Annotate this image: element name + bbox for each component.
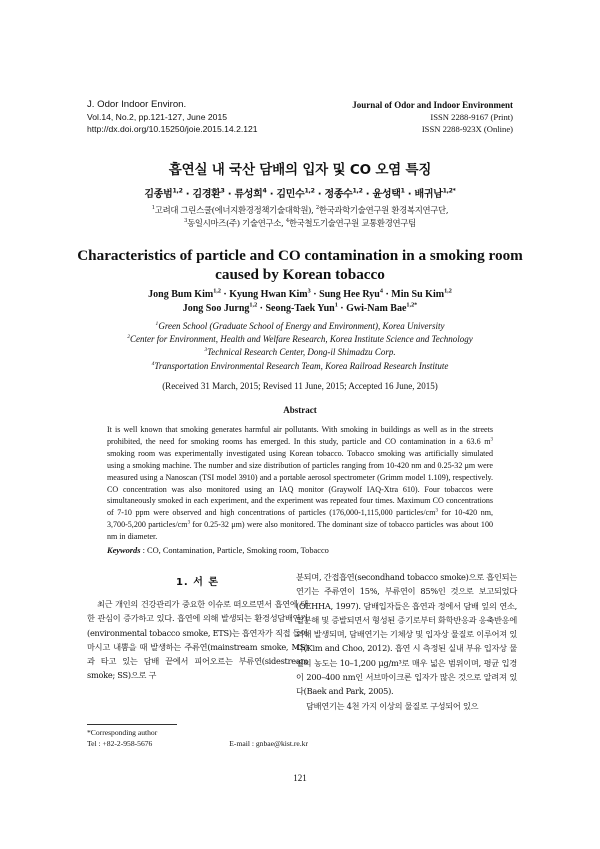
- korean-affiliation-line: [0, 204, 600, 217]
- english-author-name: Min Su Kim: [391, 289, 445, 300]
- affiliation-text: 고려대 그린스쿨(에너지환경정책기술대학원),: [154, 205, 316, 215]
- author-separator: ·: [220, 289, 230, 300]
- affiliation-text: Green School (Graduate School of Energy and Environment), Korea University: [158, 321, 445, 331]
- abstract-text: for 0.25-32 μm) were also monitored. The dominant size of tobacco particles was about 100 nm in diameter.: [107, 520, 493, 542]
- received-dates: (Received 31 March, 2015; Revised 11 June, 2015; Accepted 16 June, 2015): [162, 381, 438, 391]
- english-author-name: Jong Bum Kim: [148, 289, 214, 300]
- author-affiliation-mark: 1,2*: [406, 301, 418, 309]
- author-affiliation-mark: 1,2: [352, 187, 363, 195]
- author-affiliation-mark: 4: [262, 187, 267, 195]
- corresponding-author-note: *Corresponding author: [87, 728, 158, 737]
- affiliation-mark: 4: [285, 218, 289, 225]
- affiliation-mark: 4: [151, 360, 155, 367]
- affiliation-mark: 1: [151, 205, 155, 212]
- abstract-sup: 3: [490, 437, 493, 443]
- english-title: Characteristics of particle and CO contamination in a smoking room caused by Korean tobacco: [77, 247, 523, 283]
- abstract-text: for 10-420 nm, 3,700-5,200 particles/cm: [107, 508, 493, 530]
- author-separator: ·: [224, 189, 235, 200]
- footnote: [87, 727, 308, 749]
- contact-row: [87, 738, 308, 749]
- korean-affiliation-line: [0, 217, 600, 230]
- affiliation-text: 동일시마즈(주) 기술연구소,: [187, 218, 286, 228]
- footnote-divider: [87, 724, 177, 725]
- korean-affiliations: [0, 204, 600, 230]
- author-affiliation-mark: 1,2: [304, 187, 315, 195]
- body-column-left: [87, 597, 308, 683]
- affiliation-text: Technical Research Center, Dong-il Shimadzu Corp.: [207, 347, 396, 358]
- author-separator: ·: [404, 189, 415, 200]
- affiliation-mark: 3: [204, 347, 208, 354]
- english-authors-line: [60, 288, 540, 302]
- author-separator: ·: [266, 189, 277, 200]
- english-authors-line: [60, 302, 540, 316]
- body-paragraph: 최근 개인의 건강관리가 중요한 이슈로 떠오르면서 흡연에 대한 관심이 증가하고 있다. 흡연에 의해 발생되는 환경성담배연기(environmental tobacco smoke, ETS)는 흡연자가 직접 들이마시고 내뿜을 때 발생하는 주류연(mainstream smoke, MS)과 타고 있는 담배 끝에서 피어오르는 부류연(sidestream smoke; SS)으로 구: [87, 599, 308, 681]
- english-author-name: Jong Soo Jurng: [182, 303, 250, 314]
- author-affiliation-mark: 1,2: [213, 287, 221, 295]
- korean-author-name: 김경환: [192, 189, 221, 200]
- affiliation-text: Center for Environment, Health and Welfare Research, Korea Institute Science and Technology: [130, 334, 473, 345]
- journal-full-name: Journal of Odor and Indoor Environment: [352, 100, 513, 110]
- affiliation-text: Transportation Environmental Research Team, Korea Railroad Research Institute: [154, 360, 449, 371]
- english-affiliation-line: [40, 360, 560, 373]
- korean-author-name: 윤성택: [372, 189, 401, 200]
- english-author-name: Seong-Taek Yun: [265, 303, 335, 314]
- keywords-label: Keywords: [107, 546, 141, 555]
- author-separator: ·: [362, 189, 373, 200]
- keywords: [107, 546, 493, 555]
- korean-title: 흡연실 내 국산 담배의 입자 및 CO 오염 특징: [168, 162, 432, 178]
- affiliation-mark: 1: [155, 321, 159, 327]
- abstract-text: smoking room was experimentally investigated using Korean tobacco. Tobacco smoking was artificially simulated using a smoking machine. The number and size distribution of particles ranging from 10-420 nm and 0.25-32 μm were measured using a Nanoscan (TSI model 3910) and a portable aerosol spectrometer (Grimm model 1.109), respectively. CO concentration was also monitored using an IAQ monitor (Graywolf IAQ-Xtra 610). Four tobaccos were simultaneously smoked in each experiment, and the experiment was repeated four times. Maximum CO concentrations of 7-10 ppm were observed and high concentrations of particles (176,000-1,115,000 particles/cm: [107, 448, 493, 518]
- english-affiliations: [40, 320, 560, 373]
- affiliation-mark: 2: [127, 334, 131, 341]
- author-separator: ·: [310, 289, 320, 300]
- english-author-name: Kyung Hwan Kim: [229, 289, 308, 300]
- header-citation: [87, 99, 258, 135]
- english-affiliation-line: [40, 346, 560, 359]
- author-affiliation-mark: 1,2: [249, 301, 258, 309]
- english-author-name: Sung Hee Ryu: [319, 289, 380, 300]
- author-affiliation-mark: 1,2*: [442, 187, 456, 195]
- author-affiliation-mark: 1: [334, 301, 338, 309]
- issn-print: ISSN 2288-9167 (Print): [430, 112, 513, 122]
- korean-author-name: 배귀남: [414, 189, 443, 200]
- abstract-sup: 3: [435, 508, 439, 514]
- author-separator: ·: [257, 303, 266, 314]
- author-affiliation-mark: 1,2: [172, 187, 183, 195]
- affiliation-mark: 3: [184, 218, 188, 225]
- header-journal: [352, 99, 513, 135]
- affiliation-text: 한국철도기술연구원 교통환경연구팀: [288, 218, 416, 228]
- korean-author-name: 김종범: [144, 189, 173, 200]
- abstract-sup: 3: [187, 520, 191, 526]
- body-paragraph: 분되며, 간접흡연(secondhand tobacco smoke)으로 흡인되는 연기는 주류연이 15%, 부류연이 85%인 것으로 보고되었다(OEHHA, 1997). 담배입자들은 흡연과 정에서 담배 잎의 연소, 열분해 및 증발되면서 형성된 증기로부터 화학반응과 응축반응에 의해 발생되며, 담배연기는 기체상 및 입자상 물질로 이루어져 있다(Kim and Choo, 2012). 흡연 시 측정된 실내 부유 입자상 물질의 농도는 10–1,200 μg/m³로 매우 넓은 범위이며, 평균 입경이 200–400 nm인 서브마이크론 입자가 많은 것으로 알려져 있다(Baek and Park, 2005).: [296, 572, 517, 697]
- body-column-right: [296, 570, 517, 713]
- author-affiliation-mark: 1,2: [444, 287, 452, 295]
- english-author-name: Gwi-Nam Bae: [346, 303, 407, 314]
- page-number: 121: [293, 773, 307, 783]
- english-affiliation-line: [40, 333, 560, 346]
- body-paragraph: 담배연기는 4천 가지 이상의 물질로 구성되어 있으: [306, 700, 479, 711]
- issn-online: ISSN 2288-923X (Online): [421, 124, 513, 134]
- volume-info: Vol.14, No.2, pp.121-127, June 2015: [87, 112, 227, 122]
- english-authors: [60, 288, 540, 316]
- author-separator: ·: [337, 303, 347, 314]
- email[interactable]: E-mail : gnbae@kist.re.kr: [229, 739, 308, 748]
- abstract-body: [107, 424, 493, 543]
- author-separator: ·: [382, 289, 392, 300]
- affiliation-mark: 2: [315, 205, 319, 212]
- author-separator: ·: [314, 189, 325, 200]
- author-affiliation-mark: 1: [400, 187, 405, 195]
- affiliation-text: 한국과학기술연구원 환경복지연구단,: [318, 205, 449, 215]
- doi-link[interactable]: http://dx.doi.org/10.15250/joie.2015.14.2.121: [87, 124, 258, 134]
- korean-author-name: 류성희: [234, 189, 263, 200]
- author-affiliation-mark: 4: [379, 287, 383, 295]
- author-affiliation-mark: 3: [220, 187, 225, 195]
- section-heading-introduction: 1. 서 론: [175, 577, 220, 588]
- abstract-text: It is well known that smoking generates harmful air pollutants. With smoking in buildings as well as in the streets prohibited, the need for smoking rooms has emerged. In this study, particle and CO contamination in a 63.6 m: [107, 425, 493, 446]
- korean-author-name: 김민수: [276, 189, 305, 200]
- korean-authors: [0, 185, 600, 200]
- author-affiliation-mark: 3: [307, 287, 311, 295]
- abstract-heading: Abstract: [283, 405, 317, 415]
- telephone: Tel : +82-2-958-5676: [87, 739, 153, 748]
- author-separator: ·: [182, 189, 193, 200]
- journal-short-name: J. Odor Indoor Environ.: [87, 99, 187, 110]
- korean-author-name: 정종수: [324, 189, 353, 200]
- english-affiliation-line: [40, 320, 560, 333]
- keywords-list: : CO, Contamination, Particle, Smoking room, Tobacco: [140, 546, 329, 555]
